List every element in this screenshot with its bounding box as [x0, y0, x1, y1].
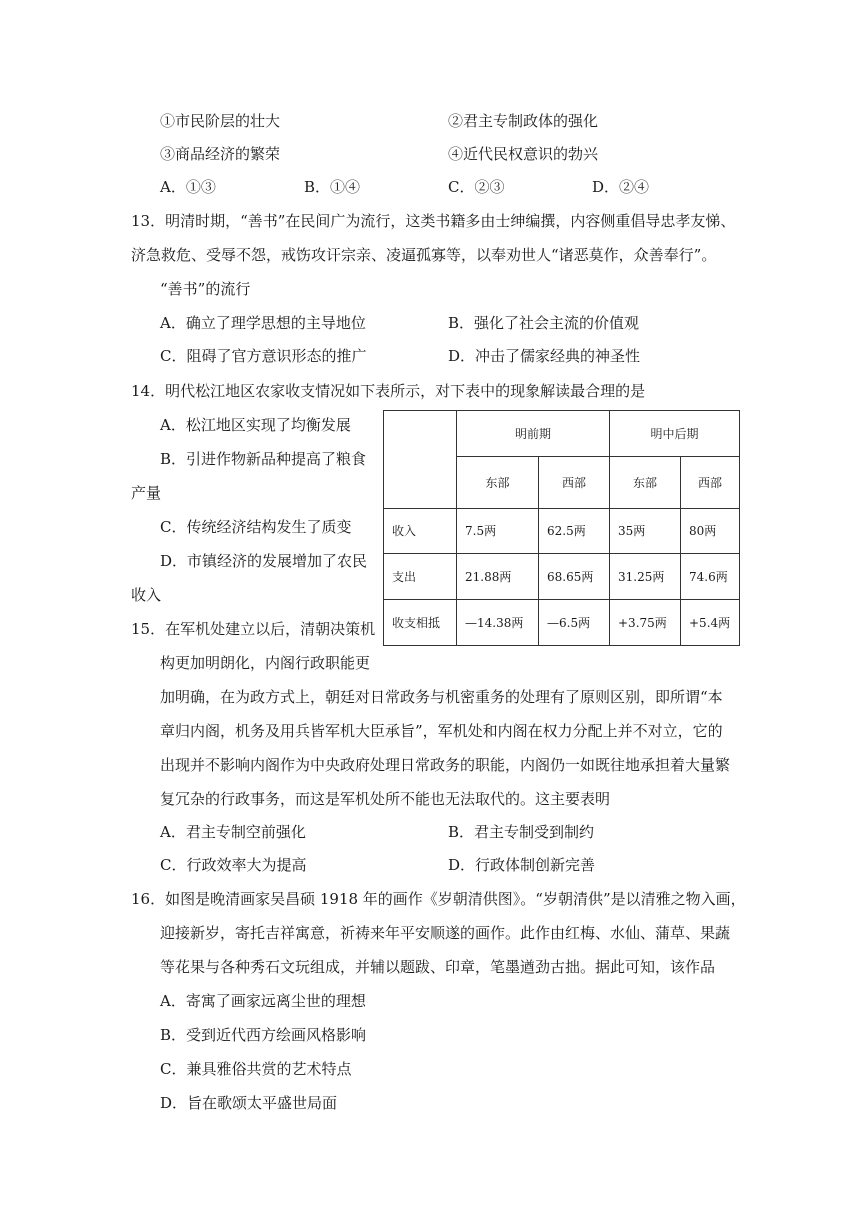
- q14-option-d-cont: 收入: [131, 586, 162, 604]
- q13-option-b[interactable]: B．强化了社会主流的价值观: [448, 314, 640, 332]
- row-label: 支出: [384, 554, 457, 600]
- q16-stem-line-2: 迎接新岁，寄托吉祥寓意，祈祷来年平安顺遂的画作。此作由红梅、水仙、蒲草、果蔬: [160, 924, 731, 942]
- q14-option-d[interactable]: D．市镇经济的发展增加了农民: [160, 552, 368, 570]
- q16-stem-line-3: 等花果与各种秀石文玩组成，并辅以题跋、印章，笔墨遒劲古拙。据此可知，该作品: [160, 958, 716, 976]
- q12-option-a[interactable]: A．①③: [160, 178, 216, 196]
- table-sub-header: 西部: [681, 457, 740, 509]
- q14-option-b-cont: 产量: [131, 484, 162, 502]
- q12-option-c[interactable]: C．②③: [448, 178, 505, 196]
- q16-option-d[interactable]: D．旨在歌颂太平盛世局面: [160, 1094, 338, 1112]
- q16-option-b[interactable]: B．受到近代西方绘画风格影响: [160, 1026, 367, 1044]
- q12-item-1: ①市民阶层的壮大: [160, 112, 281, 130]
- q15-stem-line-3: 加明确，在为政方式上，朝廷对日常政务与机密重务的处理有了原则区别，即所谓“本: [160, 688, 723, 706]
- income-expense-table: [383, 410, 740, 646]
- q13-option-d[interactable]: D．冲击了儒家经典的神圣性: [448, 347, 641, 365]
- q16-option-a[interactable]: A．寄寓了画家远离尘世的理想: [160, 992, 366, 1010]
- table-row: [384, 600, 740, 646]
- table-cell: 68.65两: [539, 554, 610, 600]
- table-row: [384, 509, 740, 554]
- table-cell: —6.5两: [539, 600, 610, 646]
- q15-stem-line-5: 出现并不影响内阁作为中央政府处理日常政务的职能，内阁仍一如既往地承担着大量繁: [160, 756, 731, 774]
- table-period-header: 明中后期: [610, 411, 740, 457]
- q12-option-d[interactable]: D．②④: [592, 178, 650, 196]
- q13-stem-line-1: 13．明清时期，“善书”在民间广为流行，这类书籍多由士绅编撰，内容侧重倡导忠孝友悌、: [131, 212, 736, 230]
- table-sub-header: 东部: [610, 457, 681, 509]
- q13-option-c[interactable]: C．阻碍了官方意识形态的推广: [160, 347, 367, 365]
- table-cell: +3.75两: [610, 600, 681, 646]
- q13-option-a[interactable]: A．确立了理学思想的主导地位: [160, 314, 366, 332]
- table-period-header: 明前期: [457, 411, 610, 457]
- q13-stem-line-2: 济急救危、受辱不怨，戒饬攻讦宗亲、凌逼孤寡等，以奉劝世人“诸恶莫作，众善奉行”。: [131, 246, 717, 264]
- table-cell: 62.5两: [539, 509, 610, 554]
- q16-option-c[interactable]: C．兼具雅俗共赏的艺术特点: [160, 1060, 352, 1078]
- q15-option-b[interactable]: B．君主专制受到制约: [448, 823, 595, 841]
- q14-option-c[interactable]: C．传统经济结构发生了质变: [160, 518, 352, 536]
- table-cell: 7.5两: [457, 509, 539, 554]
- q15-stem-line-6: 复冗杂的行政事务，而这是军机处所不能也无法取代的。这主要表明: [160, 790, 611, 808]
- q14-stem: 14．明代松江地区农家收支情况如下表所示，对下表中的现象解读最合理的是: [131, 382, 646, 400]
- table-sub-header: 西部: [539, 457, 610, 509]
- table-sub-header: 东部: [457, 457, 539, 509]
- q15-stem-line-1: 15．在军机处建立以后，清朝决策机: [131, 620, 376, 638]
- table-cell: 80两: [681, 509, 740, 554]
- table-cell: —14.38两: [457, 600, 539, 646]
- table-cell: 74.6两: [681, 554, 740, 600]
- q12-item-3: ③商品经济的繁荣: [160, 145, 281, 163]
- q13-stem-line-3: “善书”的流行: [160, 280, 251, 298]
- row-label: 收支相抵: [384, 600, 457, 646]
- q12-item-2: ②君主专制政体的强化: [448, 112, 599, 130]
- q12-item-4: ④近代民权意识的勃兴: [448, 145, 599, 163]
- q15-stem-line-2: 构更加明朗化，内阁行政职能更: [160, 654, 371, 672]
- table-row: [384, 554, 740, 600]
- row-label: 收入: [384, 509, 457, 554]
- table-corner-cell: [384, 411, 457, 509]
- q16-stem-line-1: 16．如图是晚清画家吴昌硕 1918 年的画作《岁朝清供图》。“岁朝清供”是以清雅之物入画，: [131, 890, 746, 908]
- table-cell: 31.25两: [610, 554, 681, 600]
- q15-option-a[interactable]: A．君主专制空前强化: [160, 823, 306, 841]
- q14-option-b[interactable]: B．引进作物新品种提高了粮食: [160, 450, 367, 468]
- q15-stem-line-4: 章归内阁，机务及用兵皆军机大臣承旨”，军机处和内阁在权力分配上并不对立，它的: [160, 722, 723, 740]
- q14-option-a[interactable]: A．松江地区实现了均衡发展: [160, 416, 351, 434]
- q15-option-d[interactable]: D．行政体制创新完善: [448, 856, 596, 874]
- table-cell: 35两: [610, 509, 681, 554]
- q12-option-b[interactable]: B．①④: [304, 178, 361, 196]
- table-cell: 21.88两: [457, 554, 539, 600]
- q15-option-c[interactable]: C．行政效率大为提高: [160, 856, 307, 874]
- table-cell: +5.4两: [681, 600, 740, 646]
